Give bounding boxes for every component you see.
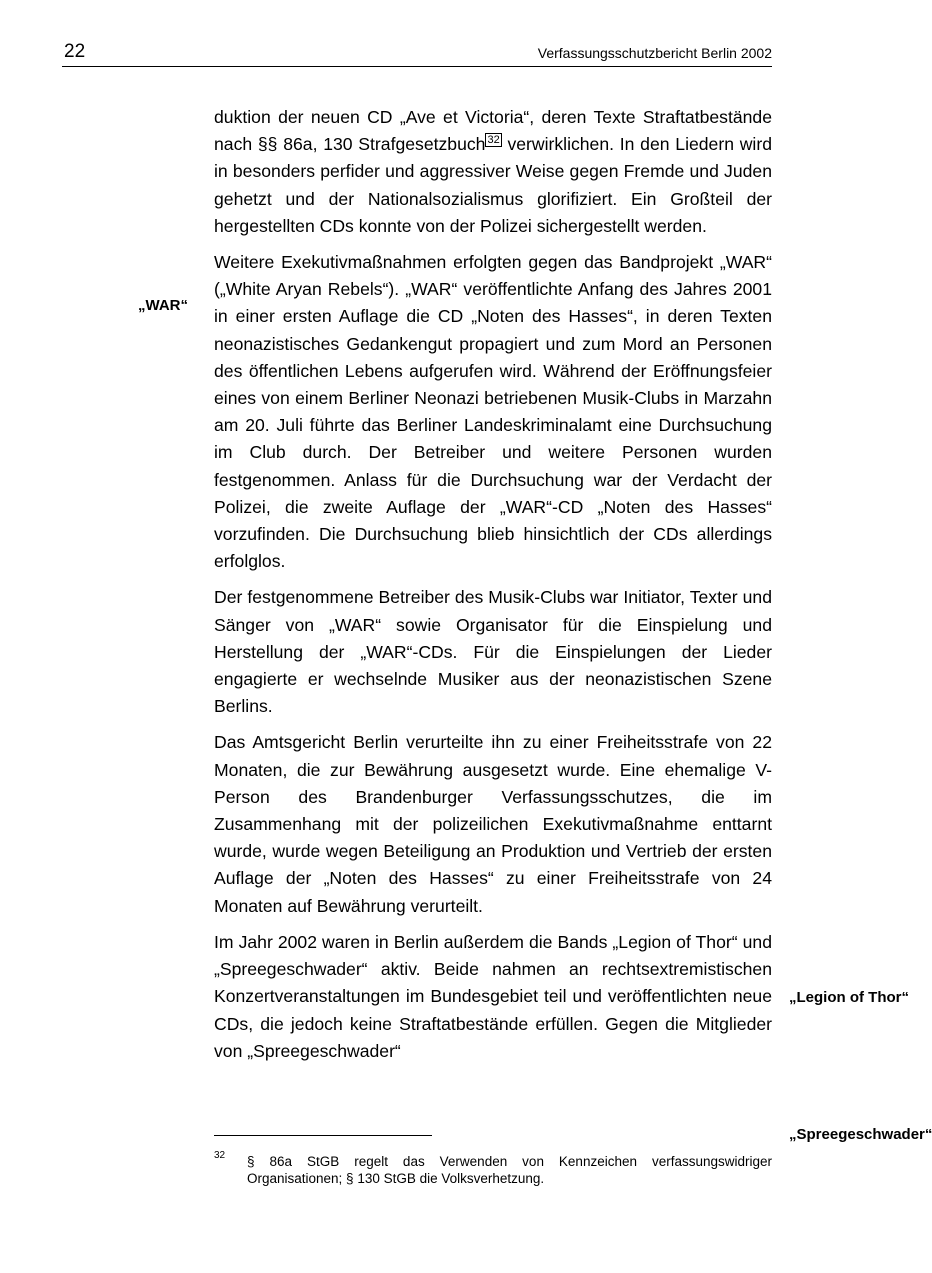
paragraph-4: Das Amtsgericht Berlin verurteilte ihn zu einer Freiheitsstrafe von 22 Monaten, die zur Bewährung ausgesetzt wurde. Eine ehemalige V-Person des Brandenburger Verfassungsschutzes, die im Zusammenhang mit der polizeilichen Exekutivmaßnahme enttarnt wurde, wurde wegen Beteiligung an Produktion und Vertrieb der ersten Auflage der „Noten des Hasses“ zu einer Freiheitsstrafe von 24 Monaten auf Bewährung verurteilt. <box>214 732 772 916</box>
paragraph-2: Weitere Exekutivmaßnahmen erfolgten gegen das Bandprojekt „WAR“ („White Aryan Rebels“). „WAR“ veröffentlichte Anfang des Jahres 2001 in einer ersten Auflage die CD „Noten des Hasses“, in deren Texten neonazistisches Gedankengut propagiert und zum Mord an Personen des öffentlichen Lebens aufgerufen wird. Während der Eröffnungsfeier eines von einem Berliner Neonazi betriebenen Musik-Clubs in Marzahn am 20. Juli führte das Berliner Landeskriminalamt eine Durchsuchung im Club durch. Der Betreiber und weitere Personen wurden festgenommen. Anlass für die Durchsuchung war der Verdacht der Polizei, die zweite Auflage der „WAR“-CD „Noten des Hasses“ vorzufinden. Die Durchsuchung blieb hinsichtlich der CDs allerdings erfolglos. <box>214 252 772 572</box>
footnote-number: 32 <box>214 1150 226 1161</box>
page-header <box>62 40 772 67</box>
page-number: 22 <box>64 41 86 62</box>
body-text <box>214 104 772 1074</box>
footnote-text: § 86a StGB regelt das Verwenden von Kennzeichen verfassungswidriger Organisationen; § 130 StGB die Volksverhetzung. <box>247 1154 772 1186</box>
paragraph-1-text-a: duktion der neuen CD „Ave et Victoria“, deren Texte Straftatbestände nach §§ 86a, 130 Strafgesetzbuch <box>214 107 772 155</box>
paragraph-5: Im Jahr 2002 waren in Berlin außerdem die Bands „Legion of Thor“ und „Spreegeschwader“ aktiv. Beide nahmen an rechtsextremistischen Konzertveranstaltungen im Bundesgebiet teil und veröffentlichten neue CDs, die jedoch keine Straftatbestände erfüllen. Gegen die Mitglieder von „Spreegeschwader“ <box>214 931 772 1061</box>
paragraph-3: Der festgenommene Betreiber des Musik-Clubs war Initiator, Texter und Sänger von „WAR“ sowie Organisator für die Einspielung und Herstellung der „WAR“-CDs. Für die Einspielungen der Lieder engagierte er wechselnde Musiker aus der neonazistischen Szene Berlins. <box>214 587 772 717</box>
margin-note-legion-of-thor: „Legion of Thor“ <box>789 989 909 1006</box>
paragraph-1 <box>214 104 772 240</box>
margin-note-war: „WAR“ <box>138 297 188 314</box>
running-title: Verfassungsschutzbericht Berlin 2002 <box>537 45 772 61</box>
footnote-32 <box>214 1150 772 1187</box>
paragraph-1-text-b: verwirklichen. In den Liedern wird in besonders perfider und aggressiver Weise gegen Fremde und Juden gehetzt und der Nationalsozialismus glorifiziert. Ein Großteil der hergestellten CDs konnte von der Polizei sichergestellt werden. <box>214 134 772 236</box>
margin-note-spreegeschwader: „Spreegeschwader“ <box>789 1126 932 1143</box>
footnote-divider <box>214 1135 432 1136</box>
footnote-reference-32[interactable]: 32 <box>487 134 500 147</box>
